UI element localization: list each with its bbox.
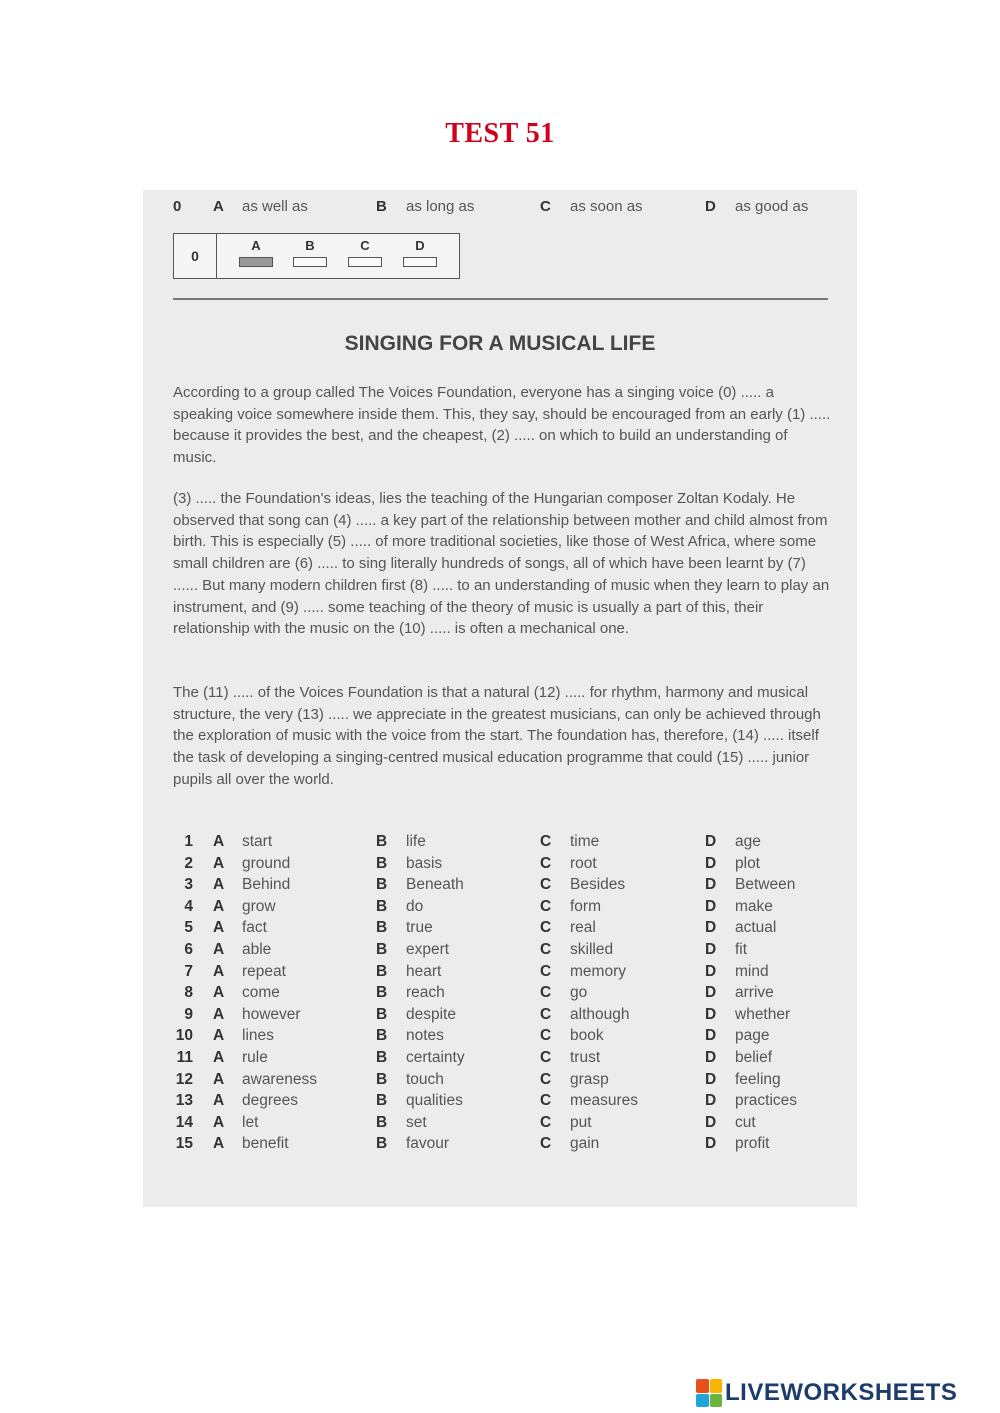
answer-cell-b (293, 257, 327, 267)
option-letter-b: B (376, 1135, 388, 1153)
option-b: do (406, 897, 424, 915)
option-a: start (242, 833, 273, 850)
option-b: touch (406, 1070, 444, 1088)
option-d: feeling (735, 1070, 781, 1088)
option-c: memory (570, 962, 626, 980)
option-a: able (242, 940, 272, 958)
option-letter-a: A (213, 1092, 225, 1110)
question-number: 14 (175, 1113, 193, 1131)
example-letter-b: B (376, 198, 387, 215)
question-number: 7 (184, 962, 193, 980)
option-d: make (735, 897, 773, 915)
option-letter-a: A (213, 984, 225, 1002)
option-a: degrees (242, 1092, 299, 1110)
option-c: grasp (570, 1070, 609, 1088)
option-b: Beneath (406, 876, 464, 894)
option-d: page (735, 1027, 770, 1045)
question-row (173, 1135, 833, 1157)
text-heading: SINGING FOR A MUSICAL LIFE (344, 332, 656, 355)
option-letter-a: A (213, 876, 225, 894)
option-d: plot (735, 854, 760, 872)
option-letter-c: C (540, 984, 552, 1002)
option-letter-a: A (213, 854, 225, 872)
example-number: 0 (173, 198, 182, 215)
option-c: time (570, 833, 600, 850)
option-letter-b: B (376, 962, 388, 980)
option-letter-a: A (213, 1113, 225, 1131)
option-a: fact (242, 919, 267, 937)
option-letter-c: C (540, 1048, 552, 1066)
option-letter-b: B (376, 984, 388, 1002)
option-letter-d: D (705, 897, 717, 915)
option-letter-a: A (213, 919, 225, 937)
option-letter-c: C (540, 876, 552, 894)
question-row (173, 1049, 833, 1071)
option-letter-c: C (540, 1070, 552, 1088)
example-option-b: as long as (406, 198, 475, 215)
question-number: 8 (184, 984, 193, 1002)
question-row (173, 919, 833, 941)
option-letter-a: A (213, 833, 225, 850)
option-letter-d: D (705, 876, 717, 894)
option-d: actual (735, 919, 777, 937)
question-row (173, 898, 833, 920)
option-c: gain (570, 1135, 600, 1153)
option-b: notes (406, 1027, 444, 1045)
example-option-d: as good as (735, 198, 809, 215)
question-row (173, 1006, 833, 1028)
answer-option-a: A (238, 238, 274, 267)
option-letter-b: B (376, 1005, 388, 1023)
option-letter-c: C (540, 833, 552, 850)
brand-name: LIVEWORKSHEETS (725, 1379, 958, 1406)
option-letter-c: C (540, 897, 552, 915)
option-letter-b: B (376, 854, 388, 872)
question-row (173, 876, 833, 898)
option-letter-c: C (540, 1005, 552, 1023)
option-a: rule (242, 1048, 268, 1066)
example-answer-box (173, 233, 460, 279)
option-c: put (570, 1113, 592, 1131)
question-number: 5 (184, 919, 193, 937)
answer-option-b: B (292, 238, 328, 267)
option-letter-d: D (705, 1113, 717, 1131)
option-b: set (406, 1113, 427, 1131)
option-letter-b: B (376, 833, 388, 850)
option-letter-c: C (540, 854, 552, 872)
option-b: reach (406, 984, 445, 1002)
question-row (173, 1114, 833, 1136)
question-number: 6 (184, 940, 193, 958)
option-b: true (406, 919, 433, 937)
option-b: expert (406, 940, 450, 958)
option-c: Besides (570, 876, 626, 894)
question-number: 1 (184, 833, 193, 850)
option-letter-a: A (213, 897, 225, 915)
option-a: benefit (242, 1135, 289, 1153)
answer-cell-c (348, 257, 382, 267)
option-b: basis (406, 854, 443, 872)
option-d: Between (735, 876, 796, 894)
option-letter-d: D (705, 1048, 717, 1066)
question-number: 12 (175, 1070, 193, 1088)
option-letter-c: C (540, 1135, 552, 1153)
question-row (173, 855, 833, 877)
example-option-c: as soon as (570, 198, 643, 215)
option-b: favour (406, 1135, 450, 1153)
example-letter-c: C (540, 198, 551, 215)
answer-cell-a-filled (239, 257, 273, 267)
option-letter-b: B (376, 1092, 388, 1110)
option-b: heart (406, 962, 442, 980)
question-number: 4 (184, 897, 193, 915)
option-letter-a: A (213, 1048, 225, 1066)
option-letter-d: D (705, 919, 717, 937)
option-b: life (406, 833, 426, 850)
option-d: cut (735, 1113, 756, 1131)
option-a: let (242, 1113, 259, 1131)
option-letter-a: A (213, 940, 225, 958)
option-letter-b: B (376, 876, 388, 894)
question-row (173, 984, 833, 1006)
option-d: arrive (735, 984, 774, 1002)
question-number: 9 (184, 1005, 193, 1023)
option-c: go (570, 984, 588, 1002)
answer-cell-d (403, 257, 437, 267)
option-d: mind (735, 962, 769, 980)
footer-logo (696, 1376, 957, 1410)
option-c: although (570, 1005, 630, 1023)
option-d: whether (735, 1005, 791, 1023)
option-letter-d: D (705, 833, 717, 850)
example-letter-a: A (213, 198, 224, 215)
question-row (173, 1071, 833, 1093)
option-letter-b: B (376, 1048, 388, 1066)
option-letter-a: A (213, 962, 225, 980)
paragraph-2: (3) ..... the Foundation's ideas, lies the teaching of the Hungarian composer Zoltan Kodaly. He observed that song can (4) ..... a key part of the relationship between mother and child almost from birth. This is especially (5) ..... of more traditional societies, like those of West Africa, where some small children are (6) ..... to sing literally hundreds of songs, all of which have been learnt by (7) ...... But many modern children first (8) ..... to an understanding of music when they learn to play an instrument, and (9) ..... some teaching of the theory of music is usually a part of this, their relationship with the music on the (10) ..... is often a mechanical one. (173, 490, 830, 638)
option-letter-b: B (376, 1070, 388, 1088)
option-letter-b: B (376, 940, 388, 958)
option-c: root (570, 854, 597, 872)
option-a: come (242, 984, 280, 1002)
option-letter-c: C (540, 1092, 552, 1110)
option-a: Behind (242, 876, 291, 894)
option-letter-d: D (705, 1070, 717, 1088)
answer-option-d: D (402, 238, 438, 267)
option-letter-b: B (376, 897, 388, 915)
example-option-a: as well as (242, 198, 308, 215)
option-letter-c: C (540, 962, 552, 980)
option-letter-d: D (705, 962, 717, 980)
option-d: practices (735, 1092, 798, 1110)
option-letter-b: B (376, 919, 388, 937)
option-d: fit (735, 940, 748, 958)
option-letter-d: D (705, 1092, 717, 1110)
question-row (173, 1092, 833, 1114)
option-letter-b: B (376, 1027, 388, 1045)
divider (173, 298, 828, 300)
option-letter-d: D (705, 1005, 717, 1023)
option-letter-d: D (705, 854, 717, 872)
options-list (173, 833, 833, 1157)
option-c: book (570, 1027, 604, 1045)
option-d: belief (735, 1048, 773, 1066)
option-letter-b: B (376, 1113, 388, 1131)
option-letter-c: C (540, 940, 552, 958)
option-b: certainty (406, 1048, 465, 1066)
question-number: 10 (175, 1027, 193, 1045)
option-a: grow (242, 897, 276, 915)
question-row (173, 963, 833, 985)
question-row (173, 1027, 833, 1049)
option-letter-d: D (705, 940, 717, 958)
liveworksheets-logo-icon (696, 1379, 722, 1407)
option-letter-a: A (213, 1135, 225, 1153)
option-letter-d: D (705, 984, 717, 1002)
answer-option-c: C (347, 238, 383, 267)
example-letter-d: D (705, 198, 716, 215)
option-b: despite (406, 1005, 456, 1023)
paragraph-3: The (11) ..... of the Voices Foundation is that a natural (12) ..... for rhythm, harmony and musical structure, the very (13) ..... we appreciate in the greatest musicians, can only be achieved through the exploration of music with the voice from the start. The foundation has, therefore, (14) ..... itself the task of developing a singing-centred musical education programme that could (15) ..... junior pupils all over the world. (173, 684, 821, 788)
option-a: ground (242, 854, 291, 872)
option-letter-c: C (540, 919, 552, 937)
option-a: repeat (242, 962, 286, 980)
option-letter-a: A (213, 1027, 225, 1045)
option-c: trust (570, 1048, 601, 1066)
answer-box-number: 0 (174, 234, 217, 278)
option-a: awareness (242, 1070, 317, 1088)
option-letter-c: C (540, 1113, 552, 1131)
option-c: skilled (570, 940, 614, 958)
option-d: profit (735, 1135, 770, 1153)
question-number: 13 (175, 1092, 193, 1110)
option-letter-a: A (213, 1005, 225, 1023)
option-b: qualities (406, 1092, 463, 1110)
paragraph-1: According to a group called The Voices Foundation, everyone has a singing voice (0) ..... a speaking voice somewhere inside them. This, they say, should be encouraged from an early (1) ..... because it provides the best, and the cheapest, (2) ..... on which to build an understanding of music. (173, 384, 831, 467)
option-c: real (570, 919, 596, 937)
worksheet-scan (143, 190, 857, 1207)
question-number: 2 (184, 854, 193, 872)
option-letter-d: D (705, 1027, 717, 1045)
question-number: 3 (184, 876, 193, 894)
option-c: form (570, 897, 601, 915)
option-letter-d: D (705, 1135, 717, 1153)
question-number: 11 (176, 1048, 193, 1066)
option-letter-a: A (213, 1070, 225, 1088)
option-d: age (735, 833, 761, 850)
question-number: 15 (175, 1135, 193, 1153)
option-letter-c: C (540, 1027, 552, 1045)
question-row (173, 833, 833, 855)
option-c: measures (570, 1092, 639, 1110)
option-a: however (242, 1005, 301, 1023)
question-row (173, 941, 833, 963)
page-title: TEST 51 (445, 118, 555, 149)
option-a: lines (242, 1027, 274, 1045)
